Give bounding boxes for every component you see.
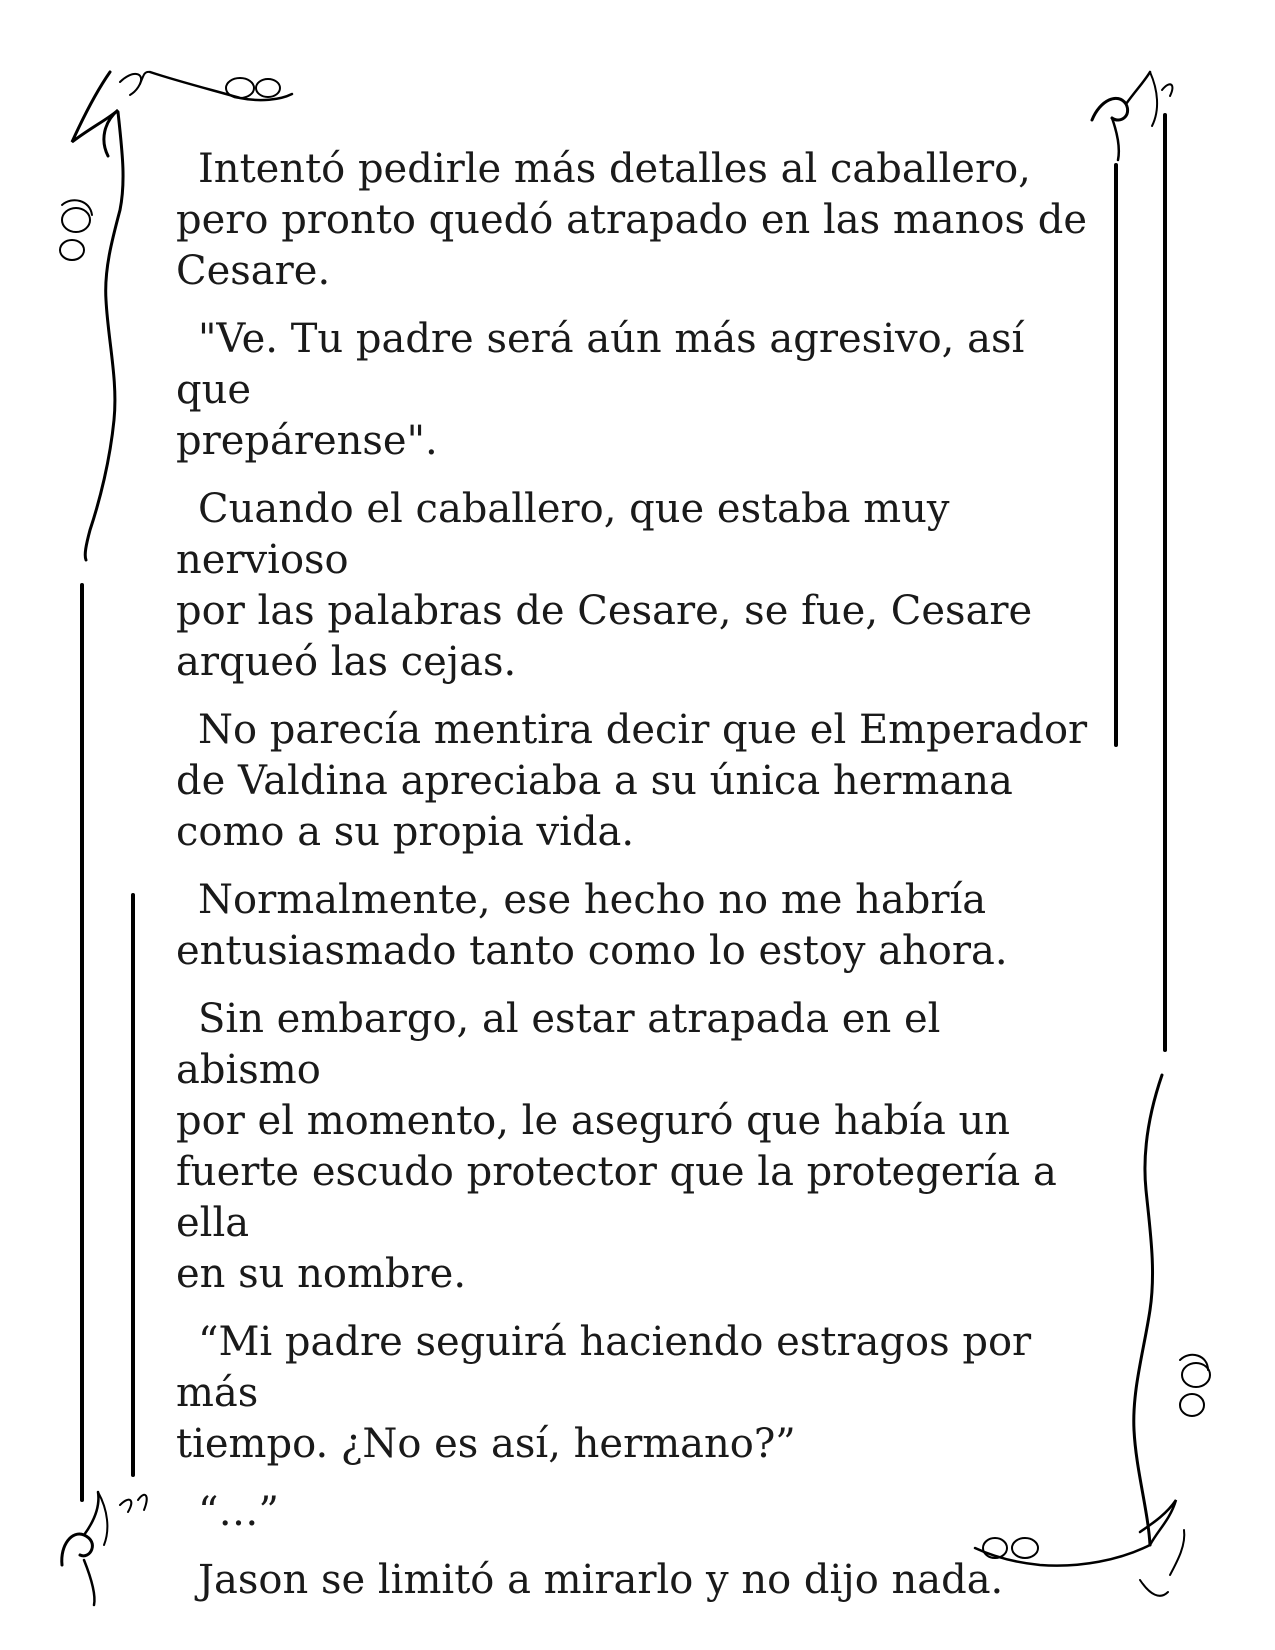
paragraph-4: No parecía mentira decir que el Emperador de Valdina apreciaba a su única hermana como a su propia vida. bbox=[176, 707, 1088, 855]
bottom-left-flourish bbox=[62, 1492, 147, 1605]
paragraph-3: Cuando el caballero, que estaba muy nervioso por las palabras de Cesare, se fue, Cesare arqueó las cejas. bbox=[176, 486, 1033, 685]
paragraph-1: Intentó pedirle más detalles al caballero, pero pronto quedó atrapado en las manos de Cesare. bbox=[176, 146, 1087, 294]
paragraph-8: “…” bbox=[198, 1489, 279, 1535]
paragraph-7: “Mi padre seguirá haciendo estragos por más tiempo. ¿No es así, hermano?” bbox=[176, 1319, 1032, 1467]
paragraph-2: "Ve. Tu padre será aún más agresivo, así que prepárense". bbox=[176, 316, 1025, 464]
paragraph-6: Sin embargo, al estar atrapada en el abismo por el momento, le aseguró que había un fuerte escudo protector que la protegería a ella en su nombre. bbox=[176, 996, 1057, 1297]
body-text bbox=[176, 144, 1096, 1623]
top-right-flourish bbox=[1092, 72, 1172, 160]
paragraph-9: Jason se limitó a mirarlo y no dijo nada. bbox=[198, 1557, 1004, 1603]
paragraph-5: Normalmente, ese hecho no me habría entusiasmado tanto como lo estoy ahora. bbox=[176, 877, 1008, 974]
